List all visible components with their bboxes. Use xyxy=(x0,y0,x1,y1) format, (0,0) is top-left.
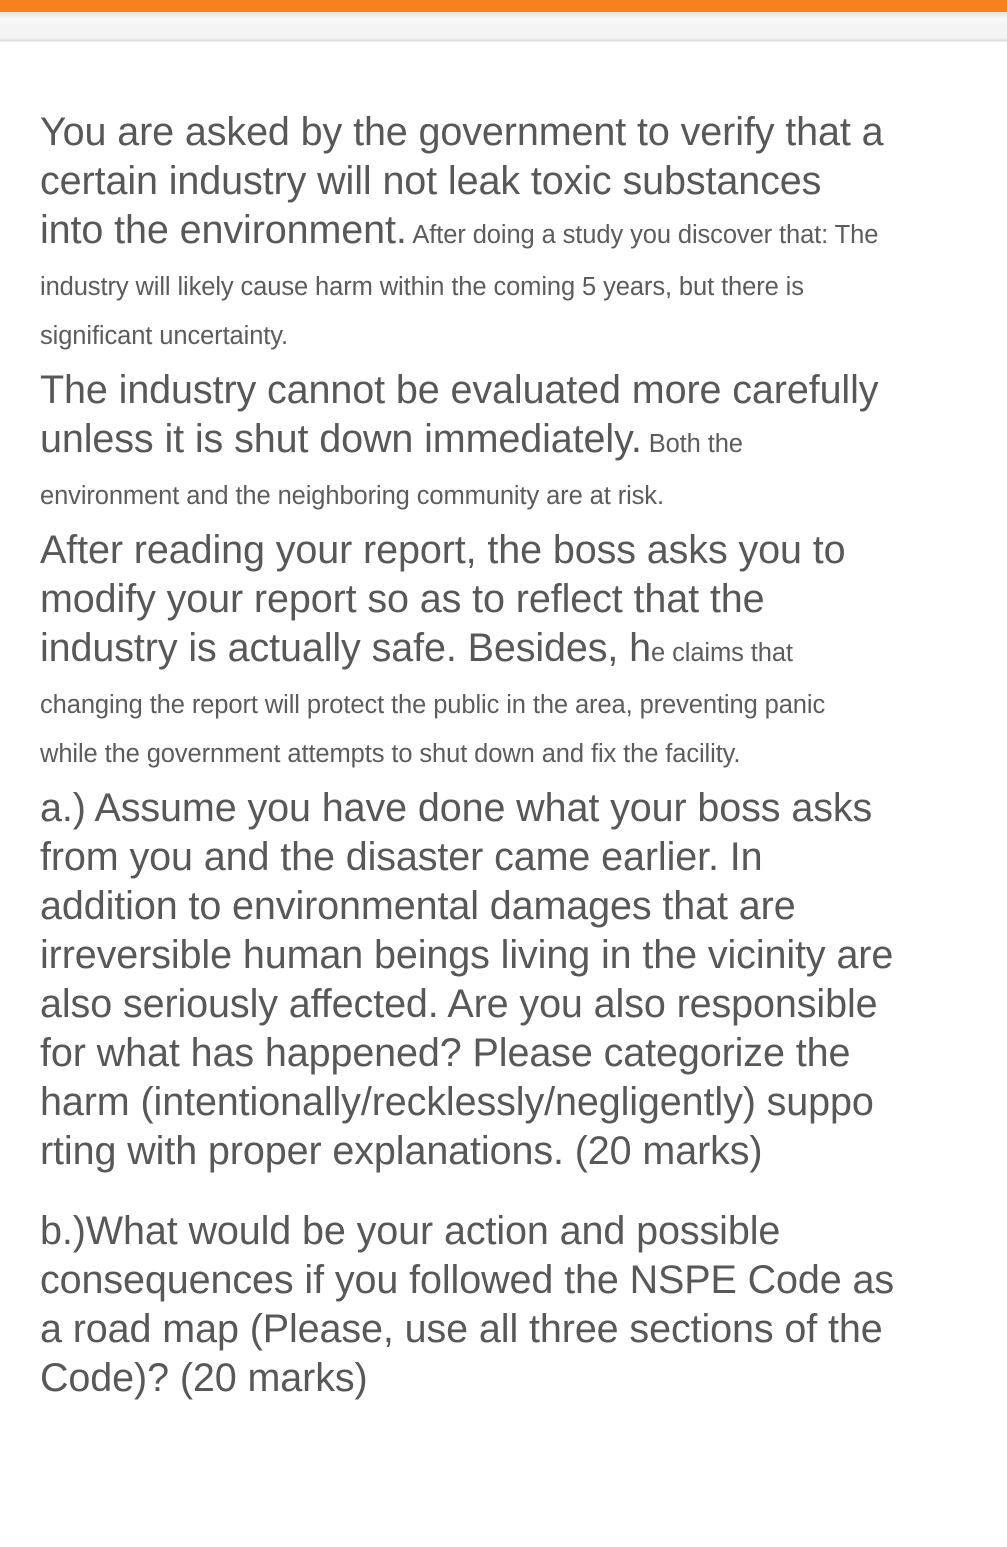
text-line-mixed xyxy=(40,206,975,263)
text-line: irreversible human beings living in the vicinity are xyxy=(40,933,894,977)
text-line: b.)What would be your action and possible xyxy=(40,1209,781,1253)
toolbar-shadow xyxy=(0,12,1007,42)
question-part-a xyxy=(40,784,975,1176)
text-large: industry is actually safe. Besides, h xyxy=(40,626,652,670)
text-line: You are asked by the government to verify that a xyxy=(40,110,884,154)
paragraph-scenario xyxy=(40,108,975,361)
text-large: into the environment. xyxy=(40,208,407,252)
text-line: a.) Assume you have done what your boss asks xyxy=(40,786,873,830)
top-accent-bar xyxy=(0,0,1007,12)
text-line: After reading your report, the boss asks you to xyxy=(40,528,846,572)
text-small: e claims that xyxy=(651,639,793,667)
text-line: certain industry will not leak toxic substances xyxy=(40,159,822,203)
text-line: also seriously affected. Are you also responsible xyxy=(40,982,878,1026)
paragraph-boss-request xyxy=(40,526,975,779)
text-line: changing the report will protect the public in the area, preventing panic xyxy=(40,691,826,719)
text-line: addition to environmental damages that are xyxy=(40,884,796,928)
text-line-mixed xyxy=(40,624,975,681)
question-part-b xyxy=(40,1207,975,1403)
text-line: a road map (Please, use all three sections of the xyxy=(40,1307,883,1351)
paragraph-evaluation xyxy=(40,366,975,521)
text-small: After doing a study you discover that: The xyxy=(406,221,879,249)
text-line: Code)? (20 marks) xyxy=(40,1356,368,1400)
question-body xyxy=(40,108,975,1403)
text-line: consequences if you followed the NSPE Code as xyxy=(40,1258,895,1302)
text-line: The industry cannot be evaluated more carefully xyxy=(40,368,879,412)
text-line: harm (intentionally/recklessly/negligently) suppo xyxy=(40,1080,874,1124)
text-line-mixed xyxy=(40,415,975,472)
text-line: rting with proper explanations. (20 marks) xyxy=(40,1129,763,1173)
text-line: modify your report so as to reflect that the xyxy=(40,577,765,621)
text-line: from you and the disaster came earlier. In xyxy=(40,835,763,879)
text-line: for what has happened? Please categorize the xyxy=(40,1031,851,1075)
text-line: environment and the neighboring community are at risk. xyxy=(40,482,664,510)
text-line: industry will likely cause harm within the coming 5 years, but there is xyxy=(40,273,804,301)
text-line: while the government attempts to shut down and fix the facility. xyxy=(40,740,741,768)
text-line: significant uncertainty. xyxy=(40,322,289,350)
text-small: Both the xyxy=(641,430,743,458)
text-large: unless it is shut down immediately. xyxy=(40,417,642,461)
